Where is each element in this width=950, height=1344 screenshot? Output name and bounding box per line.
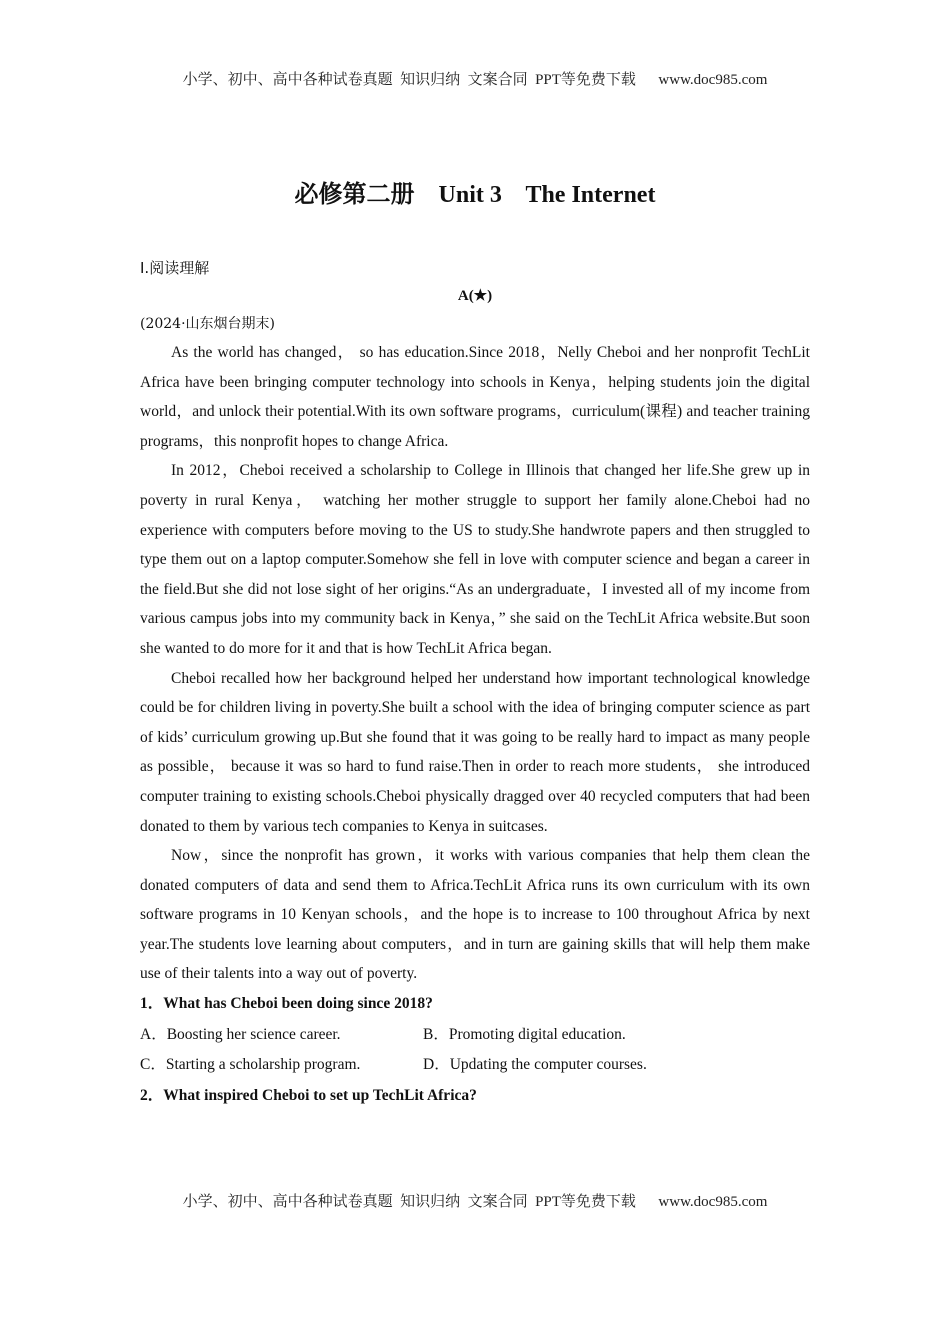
option-b: B．Promoting digital education. <box>423 1025 626 1043</box>
paragraph-2: In 2012，Cheboi received a scholarship to College in Illinois that changed her life.She grew up in poverty in rural Kenya， watching her mother struggle to support her family alone.Cheboi had no experience with computers before moving to the US to study.She handwrote papers and then struggled to type them out on a laptop computer.Somehow she fell in love with computer science and began a career in the field.But she did not lose sight of her origins.“As an undergraduate，I invested all of my income from various campus jobs into my community back in Kenya，” she said on the TechLit Africa website.But soon she wanted to do more for it and that is how TechLit Africa began. <box>140 462 810 657</box>
option-c: C．Starting a scholarship program. <box>140 1056 361 1074</box>
question-2: 2．What inspired Cheboi to set up TechLit Africa? <box>140 1086 477 1104</box>
paragraph-3: Cheboi recalled how her background helped her understand how important technological knowledge could be for children living in poverty.She built a school with the idea of bringing computer science as part of kids’ curriculum growing up.But she found that it was going to be really hard to impact as many people as possible， because it was so hard to fund raise.Then in order to reach more students， she introduced computer training to existing schools.Cheboi physically dragged over 40 recycled computers that had been donated to them by various tech companies to Kenya in suitcases. <box>140 669 810 835</box>
page-title: 必修第二册 Unit 3 The Internet <box>294 182 656 208</box>
paragraph-1: As the world has changed， so has education.Since 2018，Nelly Cheboi and her nonprofit TechLit Africa have been bringing computer technology into schools in Kenya，helping students join the digital world，and unlock their potential.With its own software programs，curriculum(课程) and teacher training programs，this nonprofit hopes to change Africa. <box>140 344 810 450</box>
options-row-ab <box>140 1020 810 1051</box>
passage-label: A(★) <box>457 288 493 304</box>
section-heading: Ⅰ.阅读理解 <box>140 259 210 277</box>
question-1: 1．What has Cheboi been doing since 2018? <box>140 995 433 1013</box>
passage-source: (2024·山东烟台期末) <box>140 316 276 332</box>
option-a: A．Boosting her science career. <box>140 1025 341 1043</box>
document-body <box>140 254 810 1111</box>
paragraph-4: Now，since the nonprofit has grown，it works with various companies that help them clean the donated computers of data and send them to Africa.TechLit Africa runs its own curriculum with its own software programs in 10 Kenyan schools，and the hope is to increase to 100 throughout Africa by next year.The students love learning about computers，and in turn are gaining skills that will help them make use of their talents into a way out of poverty. <box>140 847 810 983</box>
options-row-cd <box>140 1050 810 1081</box>
option-d: D．Updating the computer courses. <box>423 1056 647 1074</box>
page-footer: 小学、初中、高中各种试卷真题 知识归纳 文案合同 PPT等免费下载 www.doc985.com <box>182 1194 768 1210</box>
page-header: 小学、初中、高中各种试卷真题 知识归纳 文案合同 PPT等免费下载 www.doc985.com <box>182 72 768 88</box>
